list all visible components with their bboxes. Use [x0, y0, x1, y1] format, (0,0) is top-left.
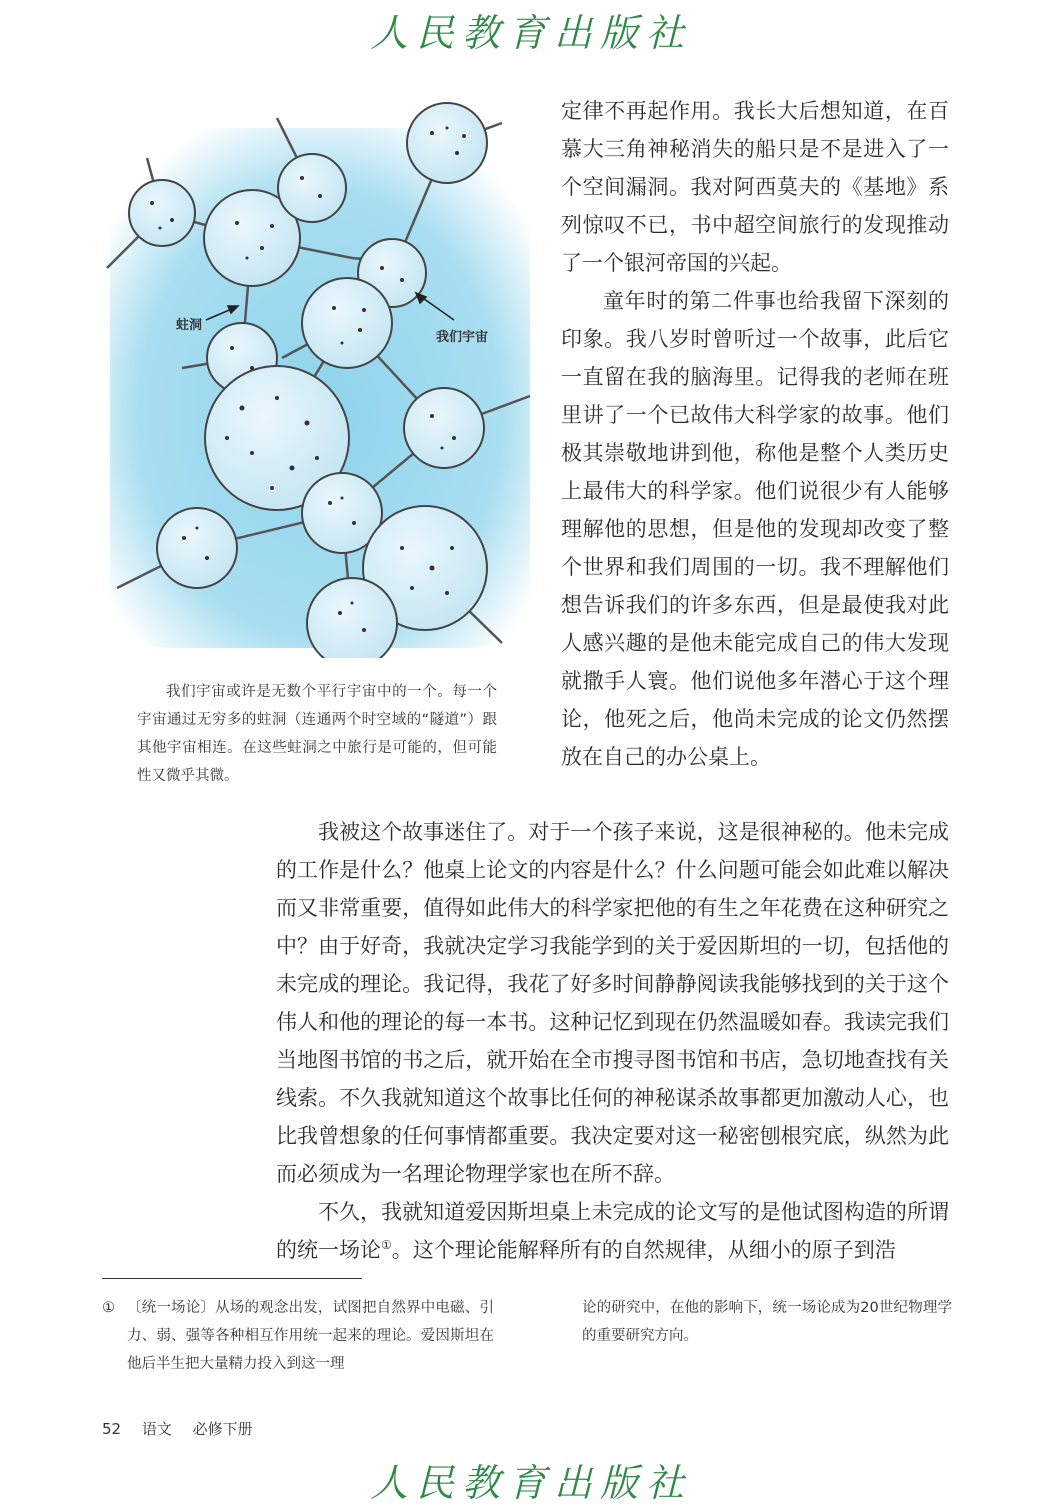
universe-network-drawing — [102, 98, 542, 658]
paragraph-3: 我被这个故事迷住了。对于一个孩子来说，这是很神秘的。他未完成的工作是什么？他桌上论文的内容是什么？什么问题可能会如此难以解决而又非常重要，值得如此伟大的科学家把他的有生之年花费在这种研究之中？由于好奇，我就决定学习我能学到的关于爱因斯坦的一切，包括他的未完成的理论。我记得，我花了好多时间静静阅读我能够找到的关于这个伟人和他的理论的每一本书。这种记忆到现在仍然温暖如春。我读完我们当地图书馆的书之后，就开始在全市搜寻图书馆和书店，急切地查找有关线索。不久我就知道这个故事比任何的神秘谋杀故事都更加激动人心，也比我曾想象的任何事情都重要。我决定要对这一秘密刨根究底，纵然为此而必须成为一名理论物理学家也在所不辞。 — [276, 820, 949, 1186]
book-volume: 必修下册 — [192, 1420, 253, 1438]
paragraph-4 — [276, 1193, 949, 1269]
wormhole-label: 蛀洞 — [176, 318, 203, 333]
book-subject: 语文 — [141, 1420, 172, 1438]
footnote-reference: ① — [381, 1238, 392, 1252]
paragraph-4-end: 。这个理论能解释所有的自然规律，从细小的原子到浩 — [391, 1238, 896, 1262]
paragraph-4-start: 不久，我就知道爱因斯坦桌上未完成的论文写的是他试图构造的所谓的统一场论 — [276, 1200, 949, 1262]
footnote-divider — [102, 1278, 362, 1279]
footnote-right-text: 论的研究中，在他的影响下，统一场论成为20世纪物理学的重要研究方向。 — [582, 1300, 952, 1344]
wide-column-text — [276, 813, 949, 1269]
footnote-mark: ① — [102, 1300, 115, 1316]
wormhole-illustration — [102, 98, 542, 658]
page-footer — [102, 1418, 269, 1439]
figure-caption — [137, 678, 497, 790]
footnote-left-text: 〔统一场论〕从场的观念出发，试图把自然界中电磁、引力、弱、强等各种相互作用统一起来的理论。爱因斯坦在他后半生把大量精力投入到这一理 — [127, 1300, 494, 1372]
our-universe-label: 我们宇宙 — [436, 330, 489, 345]
right-column-text — [561, 92, 949, 776]
page-number: 52 — [102, 1420, 122, 1438]
paragraph-2: 童年时的第二件事也给我留下深刻的印象。我八岁时曾听过一个故事，此后它一直留在我的脑海里。记得我的老师在班里讲了一个已故伟大科学家的故事。他们极其崇敬地讲到他，称他是整个人类历史上最伟大的科学家。他们说很少有人能够理解他的思想，但是他的发现却改变了整个世界和我们周围的一切。我不理解他们想告诉我们的许多东西，但是最使我对此人感兴趣的是他未能完成自己的伟大发现就撒手人寰。他们说他多年潜心于这个理论，他死之后，他尚未完成的论文仍然摆放在自己的办公桌上。 — [561, 289, 949, 769]
footnote-left — [102, 1294, 494, 1378]
publisher-logo-bottom: 人民教育出版社 — [369, 1461, 692, 1505]
paragraph-1: 定律不再起作用。我长大后想知道，在百慕大三角神秘消失的船只是不是进入了一个空间漏洞。我对阿西莫夫的《基地》系列惊叹不已，书中超空间旅行的发现推动了一个银河帝国的兴起。 — [561, 99, 949, 275]
caption-text: 我们宇宙或许是无数个平行宇宙中的一个。每一个宇宙通过无穷多的蛀洞（连通两个时空域的“隧道”）跟其他宇宙相连。在这些蛀洞之中旅行是可能的，但可能性又微乎其微。 — [137, 684, 497, 784]
publisher-logo-top: 人民教育出版社 — [369, 11, 692, 55]
